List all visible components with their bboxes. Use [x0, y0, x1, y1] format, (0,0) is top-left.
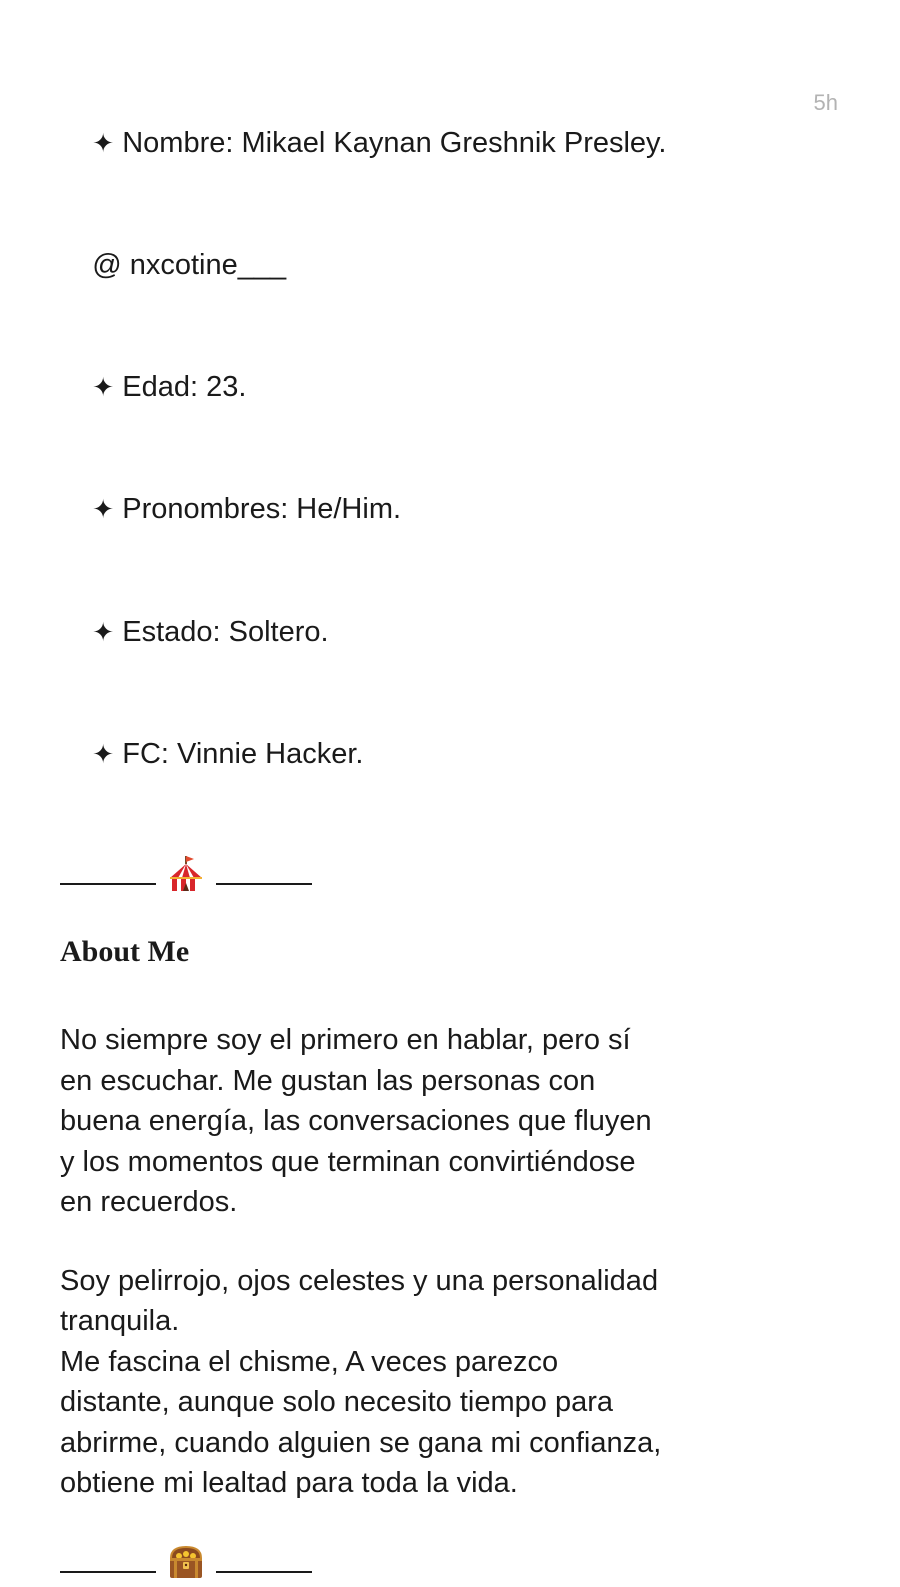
paragraph-line: buena energía, las conversaciones que fluyen	[60, 1105, 652, 1137]
timestamp: 5h	[813, 90, 838, 115]
profile-line	[60, 694, 800, 817]
age-text: Edad: 23.	[122, 370, 247, 403]
profile-line	[60, 82, 800, 205]
about-heading: About Me	[60, 935, 190, 968]
paragraph-line: Me fascina el chisme, A veces parezco	[60, 1345, 559, 1378]
paragraph-line: distante, aunque solo necesito tiempo para	[60, 1386, 613, 1418]
divider-rule-right	[216, 883, 312, 885]
sparkle-icon: ✦	[92, 617, 115, 648]
paragraph-line: tranquila.	[60, 1305, 180, 1337]
sparkle-icon: ✦	[92, 740, 115, 770]
paragraph-line: Soy pelirrojo, ojos celestes y una personalidad	[60, 1264, 659, 1297]
divider-rule-left	[60, 1571, 156, 1573]
profile-line	[60, 449, 800, 572]
name-text: Nombre: Mikael Kaynan Greshnik Presley.	[122, 126, 667, 159]
paragraph-line: No siempre soy el primero en hablar, pero sí	[60, 1024, 631, 1056]
divider-rule-left	[60, 883, 156, 885]
about-paragraph-2	[60, 1261, 800, 1504]
sparkle-icon: ✦	[92, 128, 115, 159]
paragraph-line: y los momentos que terminan convirtiéndose	[60, 1145, 636, 1178]
paragraph-line: abrirme, cuando alguien se gana mi confianza,	[60, 1426, 662, 1459]
profile-line	[60, 571, 800, 694]
divider-circus	[60, 854, 800, 894]
divider-treasure	[60, 1542, 800, 1582]
about-paragraph-1	[60, 1020, 800, 1223]
paragraph-line: obtiene mi lealtad para toda la vida.	[60, 1467, 518, 1499]
username-text: @ nxcotine___	[92, 249, 287, 281]
treasure-chest-icon	[164, 1542, 208, 1582]
sparkle-icon: ✦	[92, 495, 115, 525]
circus-tent-icon	[164, 854, 208, 894]
status-text: Estado: Soltero.	[122, 615, 329, 648]
note-body	[60, 82, 800, 1582]
profile-line	[60, 205, 800, 327]
paragraph-line: en escuchar. Me gustan las personas con	[60, 1064, 596, 1097]
divider-rule-right	[216, 1571, 312, 1573]
sparkle-icon: ✦	[92, 372, 115, 403]
profile-line	[60, 326, 800, 449]
paragraph-line: en recuerdos.	[60, 1186, 238, 1218]
fc-text: FC: Vinnie Hacker.	[122, 738, 364, 770]
pronouns-text: Pronombres: He/Him.	[122, 493, 402, 525]
